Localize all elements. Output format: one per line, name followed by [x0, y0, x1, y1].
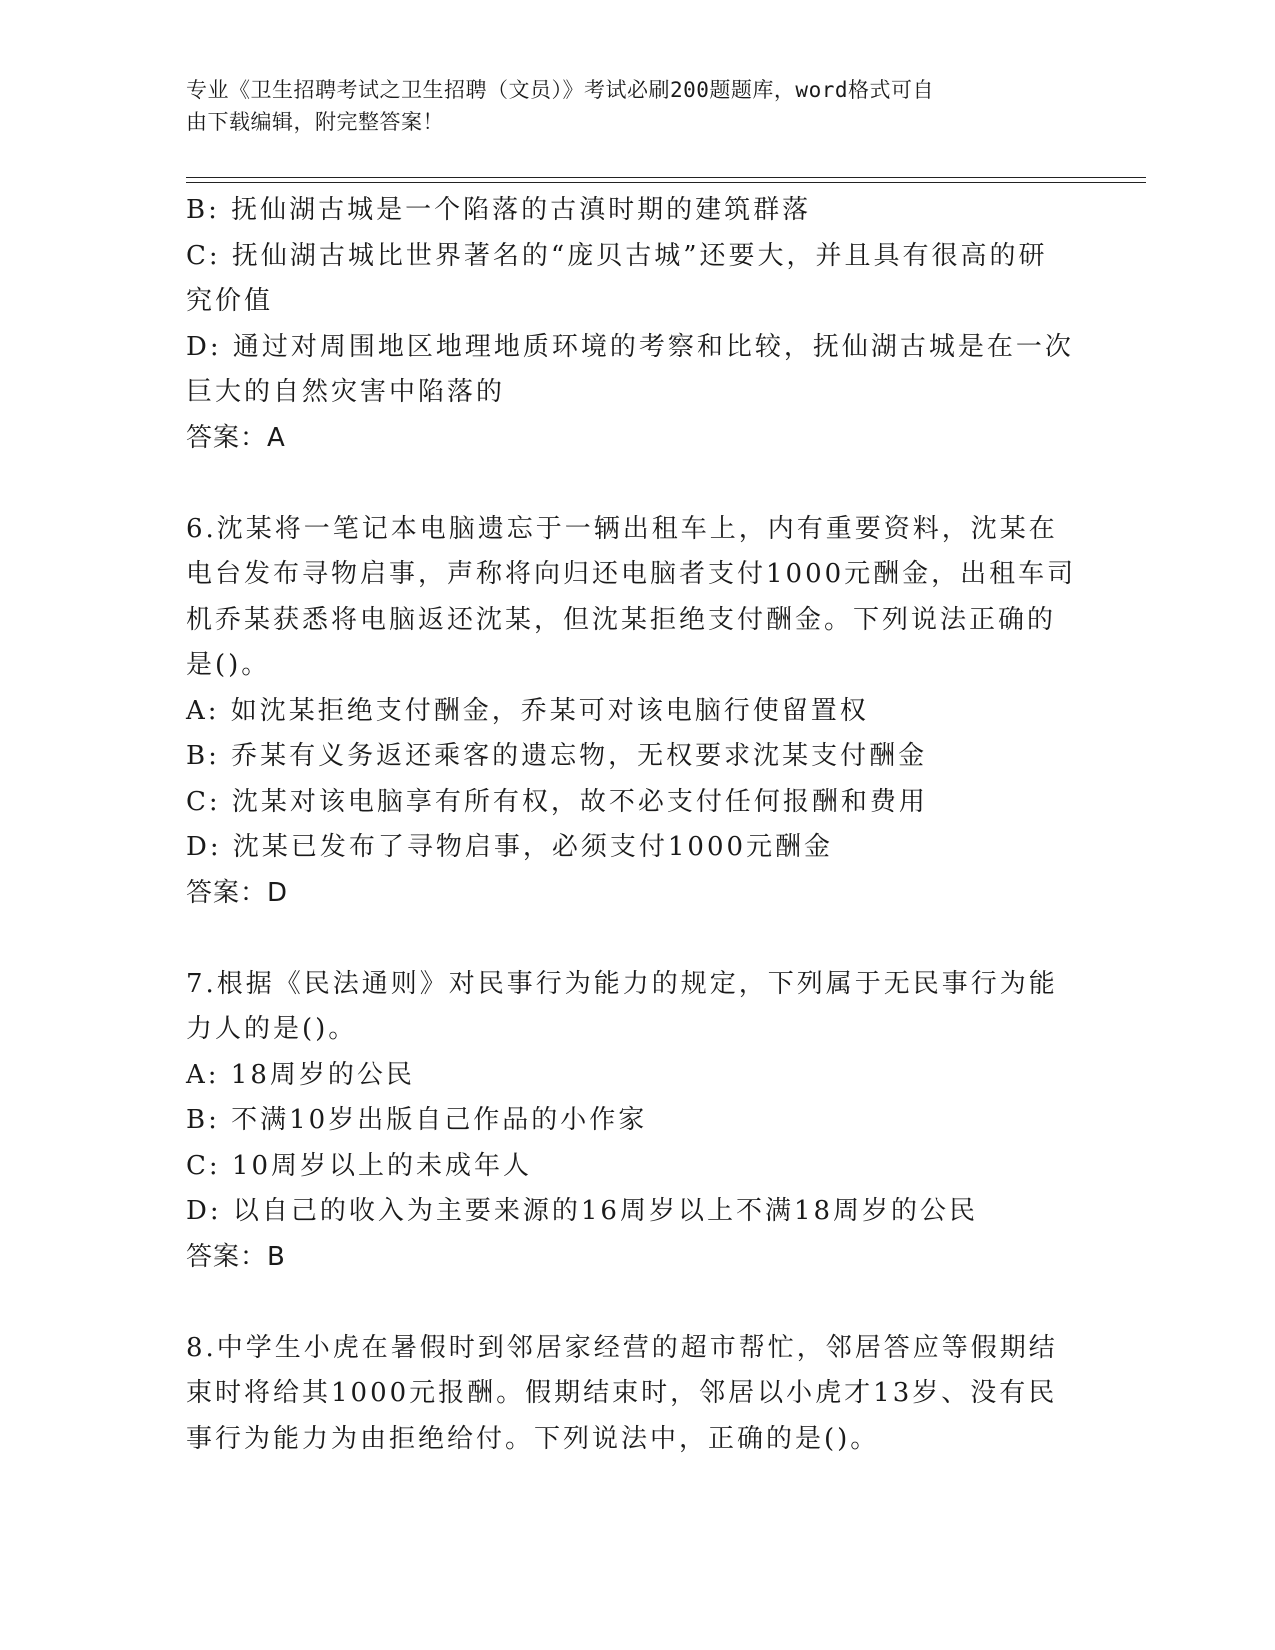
q7-stem-line-2: 力人的是()。	[186, 1014, 358, 1044]
q6-stem-line-1: 6.沈某将一笔记本电脑遗忘于一辆出租车上，内有重要资料，沈某在	[186, 513, 1058, 544]
q7-option-b: B: 不满10岁出版自己作品的小作家	[186, 1105, 648, 1135]
q7-option-c: C: 10周岁以上的未成年人	[186, 1150, 533, 1181]
q5-option-b: B: 抚仙湖古城是一个陷落的古滇时期的建筑群落	[186, 195, 812, 225]
question-6	[186, 507, 1076, 917]
document-body	[186, 188, 1076, 1462]
header-rule-top	[186, 177, 1146, 178]
q7-stem-line-1: 7.根据《民法通则》对民事行为能力的规定，下列属于无民事行为能	[186, 968, 1058, 999]
question-5-tail	[186, 188, 1076, 461]
page-header	[186, 74, 1066, 138]
q6-option-c: C: 沈某对该电脑享有所有权，故不必支付任何报酬和费用	[186, 786, 928, 817]
q5-option-c-line-2: 究价值	[186, 286, 274, 316]
q8-stem-line-1: 8.中学生小虎在暑假时到邻居家经营的超市帮忙，邻居答应等假期结	[186, 1332, 1058, 1363]
q6-answer: 答案：D	[186, 877, 289, 908]
q6-option-d: D: 沈某已发布了寻物启事，必须支付1000元酬金	[186, 832, 834, 862]
question-spacer	[186, 461, 1076, 507]
header-title-line-2: 由下载编辑，附完整答案！	[186, 110, 444, 134]
header-rule-bottom	[186, 182, 1146, 183]
q6-option-a: A: 如沈某拒绝支付酬金，乔某可对该电脑行使留置权	[186, 695, 869, 726]
q7-option-a: A: 18周岁的公民	[186, 1059, 415, 1090]
question-8	[186, 1326, 1076, 1463]
question-spacer	[186, 1280, 1076, 1326]
q5-option-d-line-1: D: 通过对周围地区地理地质环境的考察和比较，抚仙湖古城是在一次	[186, 331, 1074, 362]
q6-stem-line-2: 电台发布寻物启事，声称将向归还电脑者支付1000元酬金，出租车司	[186, 559, 1077, 589]
question-spacer	[186, 916, 1076, 962]
question-7	[186, 962, 1076, 1281]
q5-option-c-line-1: C: 抚仙湖古城比世界著名的“庞贝古城”还要大，并且具有很高的研	[186, 240, 1048, 271]
q6-stem-line-4: 是()。	[186, 650, 271, 680]
q7-option-d: D: 以自己的收入为主要来源的16周岁以上不满18周岁的公民	[186, 1196, 979, 1226]
q8-stem-line-2: 束时将给其1000元报酬。假期结束时，邻居以小虎才13岁、没有民	[186, 1378, 1058, 1408]
q7-answer: 答案：B	[186, 1241, 286, 1272]
q6-stem-line-3: 机乔某获悉将电脑返还沈某，但沈某拒绝支付酬金。下列说法正确的	[186, 604, 1057, 635]
q6-option-b: B: 乔某有义务返还乘客的遗忘物，无权要求沈某支付酬金	[186, 741, 928, 771]
q5-answer: 答案：A	[186, 422, 286, 453]
q8-stem-line-3: 事行为能力为由拒绝给付。下列说法中，正确的是()。	[186, 1423, 880, 1454]
q5-option-d-line-2: 巨大的自然灾害中陷落的	[186, 377, 506, 407]
header-title-line-1: 专业《卫生招聘考试之卫生招聘（文员）》考试必刷200题题库，word格式可自	[186, 78, 934, 102]
